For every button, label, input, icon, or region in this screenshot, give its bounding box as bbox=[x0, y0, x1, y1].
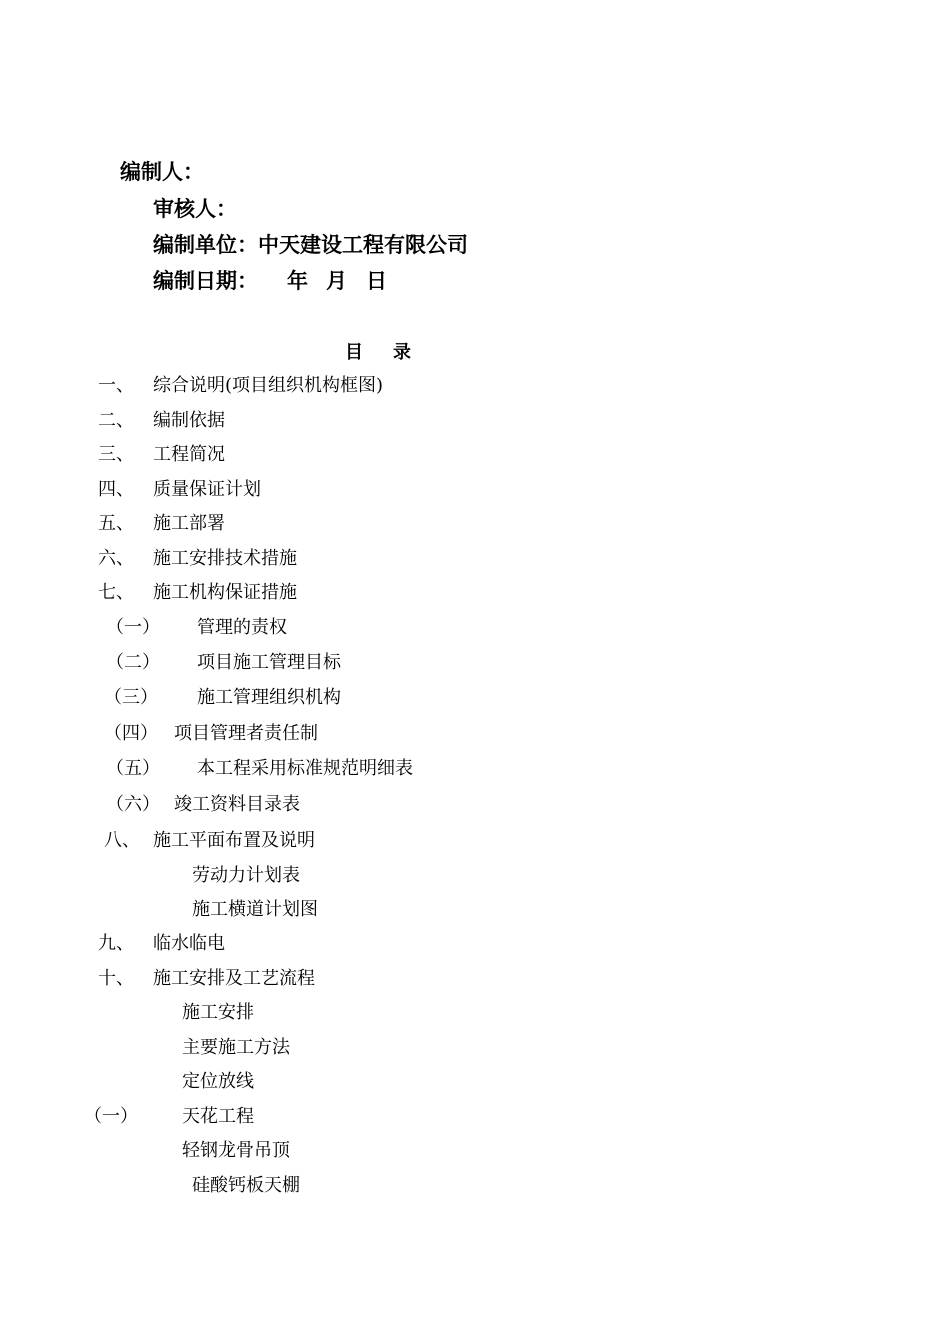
compiler-line bbox=[120, 158, 204, 186]
reviewer-line bbox=[153, 195, 237, 223]
toc-item-text: 施工横道计划图 bbox=[192, 899, 318, 920]
date-line bbox=[153, 267, 387, 295]
toc-item-number: 十、 bbox=[98, 968, 134, 989]
toc-item-text: 施工平面布置及说明 bbox=[153, 830, 315, 851]
toc-item-number: （二） bbox=[106, 652, 160, 673]
toc-item-text: 竣工资料目录表 bbox=[174, 794, 300, 815]
toc-item-text: 项目施工管理目标 bbox=[197, 652, 341, 673]
unit-label: 编制单位： bbox=[153, 233, 258, 257]
reviewer-label: 审核人： bbox=[153, 197, 237, 221]
toc-item-number: （一） bbox=[84, 1106, 138, 1127]
toc-item-text: 硅酸钙板天棚 bbox=[192, 1175, 300, 1196]
toc-item-number: 八、 bbox=[104, 830, 140, 851]
toc-item-text: 综合说明(项目组织机构框图) bbox=[153, 375, 384, 396]
toc-item-number: 四、 bbox=[98, 479, 134, 500]
toc-item-text: 管理的责权 bbox=[197, 617, 287, 638]
toc-item-text: 施工机构保证措施 bbox=[153, 582, 297, 603]
toc-item-text: 质量保证计划 bbox=[153, 479, 261, 500]
toc-item-text: 轻钢龙骨吊顶 bbox=[182, 1140, 290, 1161]
toc-title-right: 录 bbox=[393, 342, 411, 363]
toc-item-text: 施工安排 bbox=[182, 1002, 254, 1023]
toc-item-text: 施工安排技术措施 bbox=[153, 548, 297, 569]
toc-item-number: 二、 bbox=[98, 410, 134, 431]
toc-item-text: 天花工程 bbox=[182, 1106, 254, 1127]
toc-item-number: 三、 bbox=[98, 444, 134, 465]
date-month: 月 bbox=[326, 269, 347, 293]
toc-item-text: 施工安排及工艺流程 bbox=[153, 968, 315, 989]
toc-item-number: 一、 bbox=[98, 375, 134, 396]
toc-item-number: 九、 bbox=[98, 933, 134, 954]
toc-item-text: 劳动力计划表 bbox=[192, 865, 300, 886]
unit-line bbox=[153, 231, 468, 259]
toc-title bbox=[345, 340, 411, 366]
date-day: 日 bbox=[366, 269, 387, 293]
toc-item-text: 施工部署 bbox=[153, 513, 225, 534]
toc-item-text: 工程简况 bbox=[153, 444, 225, 465]
toc-item-text: 临水临电 bbox=[153, 933, 225, 954]
toc-item-number: （六） bbox=[106, 794, 160, 815]
toc-item-text: 定位放线 bbox=[182, 1071, 254, 1092]
toc-item-number: 六、 bbox=[98, 548, 134, 569]
toc-item-text: 施工管理组织机构 bbox=[197, 687, 341, 708]
toc-title-left: 目 bbox=[345, 342, 363, 363]
toc-item-number: （五） bbox=[106, 758, 160, 779]
date-label: 编制日期： bbox=[153, 269, 258, 293]
unit-value: 中天建设工程有限公司 bbox=[258, 233, 468, 257]
toc-item-text: 本工程采用标准规范明细表 bbox=[197, 758, 413, 779]
toc-item-number: 五、 bbox=[98, 513, 134, 534]
toc-item-text: 编制依据 bbox=[153, 410, 225, 431]
toc-item-number: （一） bbox=[106, 617, 160, 638]
toc-item-number: 七、 bbox=[98, 582, 134, 603]
toc-item-text: 项目管理者责任制 bbox=[174, 723, 318, 744]
toc-item-text: 主要施工方法 bbox=[182, 1037, 290, 1058]
toc-item-number: （三） bbox=[104, 687, 158, 708]
toc-item-number: （四） bbox=[104, 723, 158, 744]
compiler-label: 编制人： bbox=[120, 160, 204, 184]
date-year: 年 bbox=[287, 269, 308, 293]
